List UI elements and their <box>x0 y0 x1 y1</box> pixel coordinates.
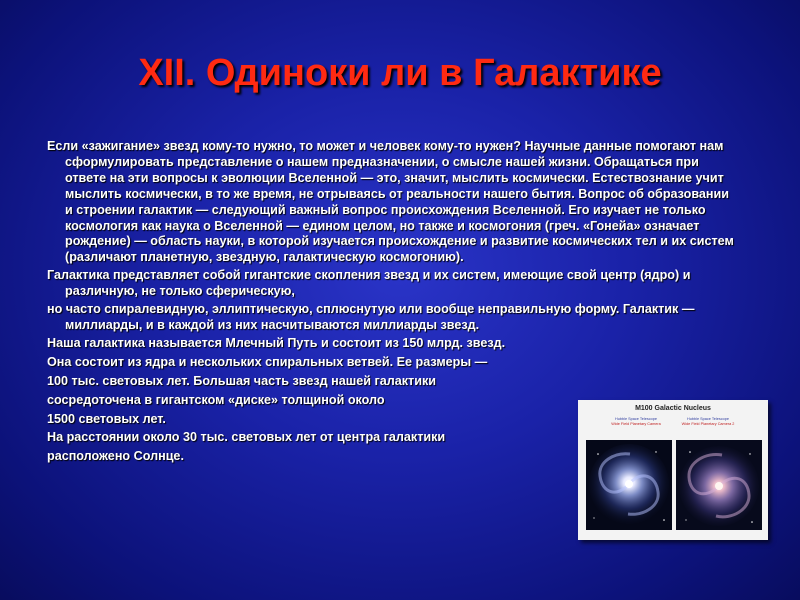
paragraph-galaxy-definition: Галактика представляет собой гигантские скопления звезд и их систем, имеющие свой центр (ядро) и различную, не только сферическую, <box>47 268 691 299</box>
slide-title: XII. Одиноки ли в Галактике <box>138 52 662 94</box>
paragraph-galaxy-shapes: но часто спиралевидную, эллиптическую, сплюснутую или вообще неправильную форму. Галактик — миллиарды, и в каждой из них насчитываются миллиарды звезд. <box>47 302 695 332</box>
galaxy-photo-left <box>586 440 672 530</box>
line-thickness: 1500 световых лет. <box>47 411 166 426</box>
line-sun: расположено Солнце. <box>47 449 184 464</box>
galaxy-image-right-caption-2: Wide Field Planetary Camera 2 <box>681 422 735 426</box>
line-size: 100 тыс. световых лет. Большая часть звезд нашей галактики <box>47 373 436 388</box>
line-milky-way: Наша галактика называется Млечный Путь и состоит из 150 млрд. звезд. <box>47 335 506 350</box>
line-structure: Она состоит из ядра и нескольких спиральных ветвей. Ее размеры — <box>47 354 488 369</box>
galaxy-image <box>578 400 768 540</box>
galaxy-image-title: M100 Galactic Nucleus <box>635 405 711 412</box>
line-disk: сосредоточена в гигантском «диске» толщиной около <box>47 392 385 407</box>
paragraph-intro: Если «зажигание» звезд кому-то нужно, то может и человек кому-то нужен? Научные данные помогают нам сформулировать представление о нашем предназначении, о смысле нашей жизни. Обращаться при ответе на эти вопросы к эволюции Вселенной — это, значит, мыслить космически. Естествознание учит мыслить космически, в то же время, не отрываясь от реальности нашего бытия. Вопрос об образовании и строении галактик — следующий важный вопрос происхождения Вселенной. Его изучает не только космология как наука о Вселенной — едином целом, но также и космогония (греч. «Гонейа» означает рождение) — область науки, в которой изучается происхождение и развитие космических тел и их систем (различают планетную, звездную, галактическую космогонию). <box>47 139 734 265</box>
galaxy-photo-right <box>676 440 762 530</box>
line-distance: На расстоянии около 30 тыс. световых лет от центра галактики <box>47 430 446 445</box>
galaxy-image-left-caption-1: Hubble Space Telescope <box>615 417 657 421</box>
galaxy-image-left-caption-2: Wide Field Planetary Camera <box>611 422 661 426</box>
galaxy-image-right-caption-1: Hubble Space Telescope <box>687 417 729 421</box>
